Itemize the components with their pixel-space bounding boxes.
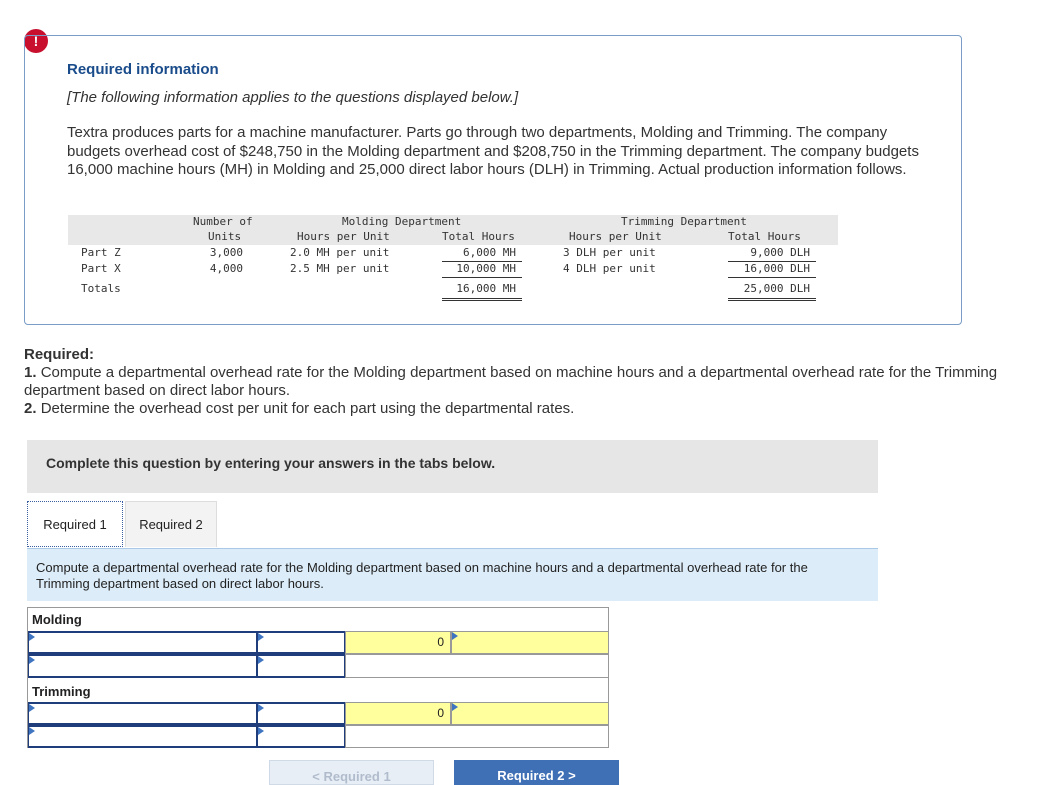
row-part-z-trimming-total: 9,000 DLH <box>750 246 810 259</box>
header-trimming-group: Trimming Department <box>621 215 747 228</box>
required-item1-text: Compute a departmental overhead rate for the Molding department based on machine hours and a departmental overhead rate for the Trimming department based on direct labor hours. <box>24 364 998 399</box>
tab-instruction-text: Compute a departmental overhead rate for the Molding department based on machine hours and a departmental overhead rate for the Trimming department based on direct labor hours. <box>36 560 808 591</box>
info-note: [The following information applies to the questions displayed below.] <box>67 89 519 106</box>
trimming-denominator-label-input[interactable] <box>28 725 257 748</box>
row-part-x-units: 4,000 <box>209 262 243 275</box>
molding-numerator-amount-input[interactable] <box>257 631 345 654</box>
molding-numerator-label-input[interactable] <box>28 631 257 654</box>
required-item1-number: 1. <box>24 364 37 381</box>
molding-blank-cell <box>345 654 609 678</box>
tab-instruction-panel <box>27 548 878 601</box>
dropdown-arrow-icon <box>258 633 264 641</box>
row-part-z-molding-total: 6,000 MH <box>463 246 516 259</box>
underline <box>442 277 522 278</box>
prev-required-1-button[interactable] <box>269 760 434 785</box>
header-molding-hpu: Hours per Unit <box>297 230 390 243</box>
instruction-text: Complete this question by entering your answers in the tabs below. <box>46 455 496 471</box>
required-section <box>24 346 1024 418</box>
molding-denominator-amount-input[interactable] <box>257 654 345 678</box>
molding-rate-input[interactable] <box>345 631 451 654</box>
row-part-z-trimming-hpu: 3 DLH per unit <box>563 246 656 259</box>
molding-label: Molding <box>32 612 82 627</box>
row-part-x-molding-total: 10,000 MH <box>456 262 516 275</box>
answer-table <box>27 607 609 748</box>
header-molding-group: Molding Department <box>342 215 462 228</box>
row-part-z-label: Part Z <box>81 246 121 259</box>
row-part-z-molding-hpu: 2.0 MH per unit <box>290 246 390 259</box>
trimming-rate-unit-input[interactable] <box>451 702 609 725</box>
alert-icon: ! <box>24 29 48 53</box>
header-units-line1: Number of <box>193 215 253 228</box>
trimming-label: Trimming <box>32 684 91 699</box>
underline <box>728 277 816 278</box>
double-underline <box>442 298 522 299</box>
trimming-denominator-amount-input[interactable] <box>257 725 345 748</box>
dropdown-arrow-icon <box>258 704 264 712</box>
dropdown-arrow-icon <box>258 727 264 735</box>
totals-label: Totals <box>81 282 121 295</box>
info-title: Required information <box>67 61 219 78</box>
molding-rate-value: 0 <box>437 635 444 649</box>
tab-required-1-label: Required 1 <box>43 516 107 532</box>
production-data-table <box>68 215 838 300</box>
required-item2-number: 2. <box>24 400 37 417</box>
dropdown-arrow-icon <box>258 656 264 664</box>
info-paragraph: Textra produces parts for a machine manufacturer. Parts go through two departments, Molding and Trimming. The company budgets overhead cost of $248,750 in the Molding department and $208,750 in the Trimming department. The company budgets 16,000 machine hours (MH) in Molding and 25,000 direct labor hours (DLH) in Trimming. Actual production information follows. <box>67 124 919 178</box>
totals-molding: 16,000 MH <box>456 282 516 295</box>
next-button-label: Required 2 > <box>497 768 576 783</box>
row-part-z-units: 3,000 <box>209 246 243 259</box>
dropdown-arrow-icon <box>29 727 35 735</box>
prev-button-label: < Required 1 <box>312 769 391 784</box>
totals-trimming: 25,000 DLH <box>743 282 810 295</box>
double-underline <box>728 300 816 301</box>
molding-rate-unit-input[interactable] <box>451 631 609 654</box>
dropdown-arrow-icon <box>452 632 458 640</box>
required-item2-text: Determine the overhead cost per unit for each part using the departmental rates. <box>40 400 575 417</box>
header-molding-total: Total Hours <box>442 230 515 243</box>
dropdown-arrow-icon <box>452 703 458 711</box>
header-trimming-hpu: Hours per Unit <box>569 230 662 243</box>
tab-required-2[interactable] <box>125 501 217 547</box>
next-required-2-button[interactable] <box>454 760 619 785</box>
header-units-line2: Units <box>208 230 242 243</box>
dropdown-arrow-icon <box>29 656 35 664</box>
row-part-x-label: Part X <box>81 262 121 275</box>
underline <box>442 261 522 262</box>
required-heading: Required: <box>24 346 95 363</box>
molding-denominator-label-input[interactable] <box>28 654 257 678</box>
dropdown-arrow-icon <box>29 633 35 641</box>
double-underline <box>442 300 522 301</box>
underline <box>728 261 816 262</box>
tab-required-1[interactable] <box>27 501 123 547</box>
row-part-x-trimming-total: 16,000 DLH <box>743 262 810 275</box>
trimming-blank-cell <box>345 725 609 748</box>
trimming-rate-value: 0 <box>437 706 444 720</box>
row-part-x-trimming-hpu: 4 DLH per unit <box>563 262 656 275</box>
double-underline <box>728 298 816 299</box>
instruction-bar <box>27 440 878 493</box>
trimming-numerator-label-input[interactable] <box>28 702 257 725</box>
dropdown-arrow-icon <box>29 704 35 712</box>
trimming-rate-input[interactable] <box>345 702 451 725</box>
trimming-numerator-amount-input[interactable] <box>257 702 345 725</box>
header-trimming-total: Total Hours <box>728 230 801 243</box>
tab-required-2-label: Required 2 <box>139 517 203 532</box>
row-part-x-molding-hpu: 2.5 MH per unit <box>290 262 390 275</box>
